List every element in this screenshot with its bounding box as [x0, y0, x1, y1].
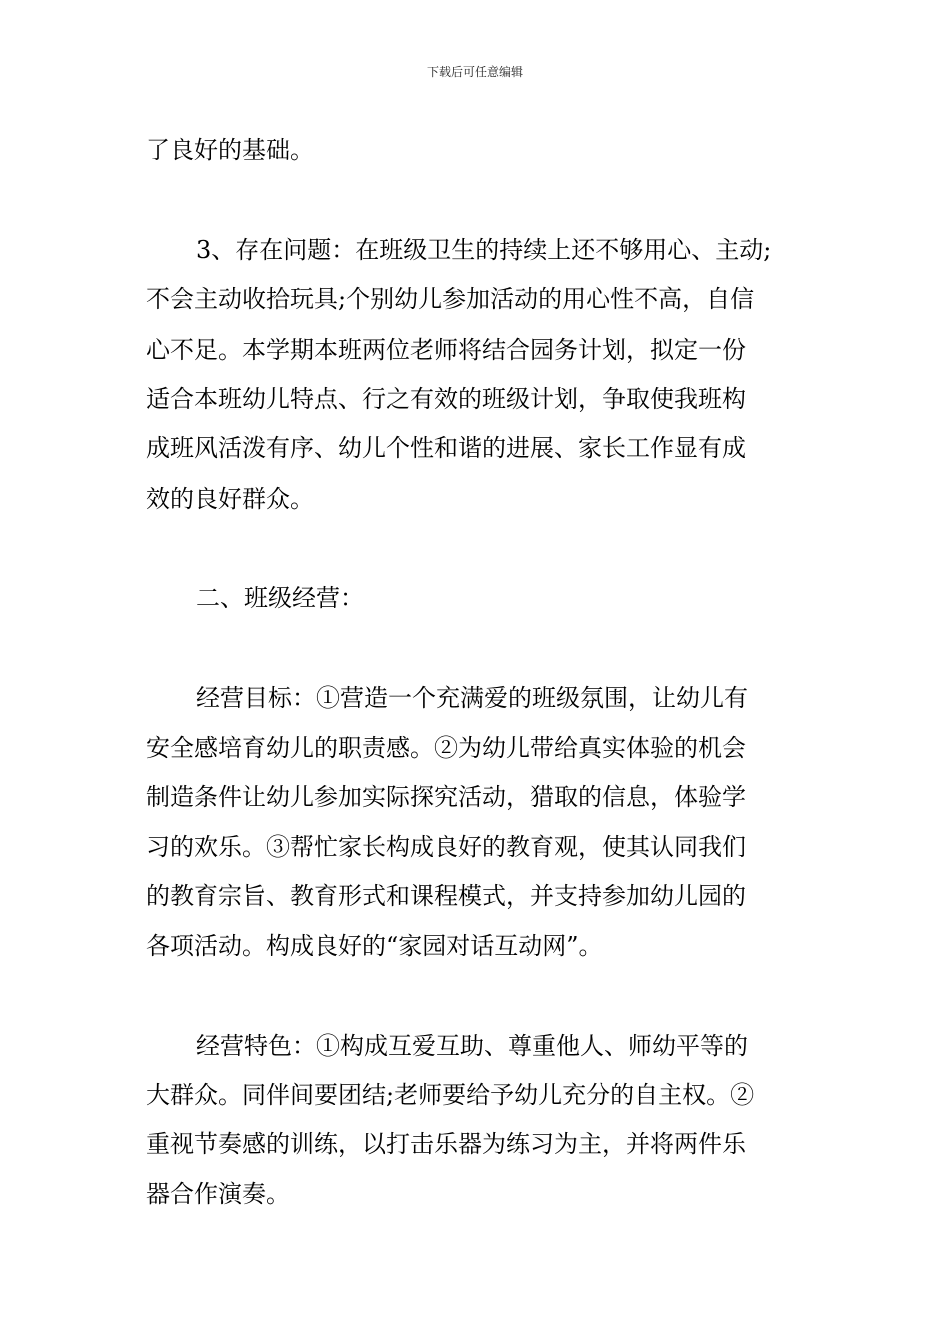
text-line: 心不足。本学期本班两位老师将结合园务计划，拟定一份 [146, 336, 746, 364]
text-line: 成班风活泼有序、幼儿个性和谐的进展、家长工作显有成 [146, 434, 746, 462]
section-heading: 二、班级经营： [196, 584, 364, 612]
text-line: 各项活动。构成良好的“家园对话互动网”。 [146, 932, 603, 960]
text-line: 不会主动收拾玩具;个别幼儿参加活动的用心性不高，自信 [146, 285, 755, 313]
text-line: 经营目标：①营造一个充满爱的班级氛围，让幼儿有 [196, 684, 748, 712]
text-line: 重视节奏感的训练，以打击乐器为练习为主，并将两件乐 [146, 1130, 746, 1158]
text-line: 3、存在问题：在班级卫生的持续上还不够用心、主动; [196, 236, 772, 264]
text-line: 的教育宗旨、教育形式和课程模式，并支持参加幼儿园的 [146, 882, 746, 910]
text-line: 安全感培育幼儿的职责感。②为幼儿带给真实体验的机会 [146, 734, 746, 762]
text-line: 大群众。同伴间要团结;老师要给予幼儿充分的自主权。② [146, 1081, 755, 1109]
text-line: 了良好的基础。 [146, 136, 314, 164]
text-line: 习的欢乐。③帮忙家长构成良好的教育观，使其认同我们 [146, 833, 746, 861]
text-line: 经营特色：①构成互爱互助、尊重他人、师幼平等的 [196, 1032, 748, 1060]
text-line: 制造条件让幼儿参加实际探究活动，猎取的信息，体验学 [146, 783, 746, 811]
text-line: 效的良好群众。 [146, 485, 314, 513]
text-line: 器合作演奏。 [146, 1180, 290, 1208]
text-line: 适合本班幼儿特点、行之有效的班级计划，争取使我班构 [146, 385, 746, 413]
page-header: 下载后可任意编辑 [426, 65, 523, 79]
